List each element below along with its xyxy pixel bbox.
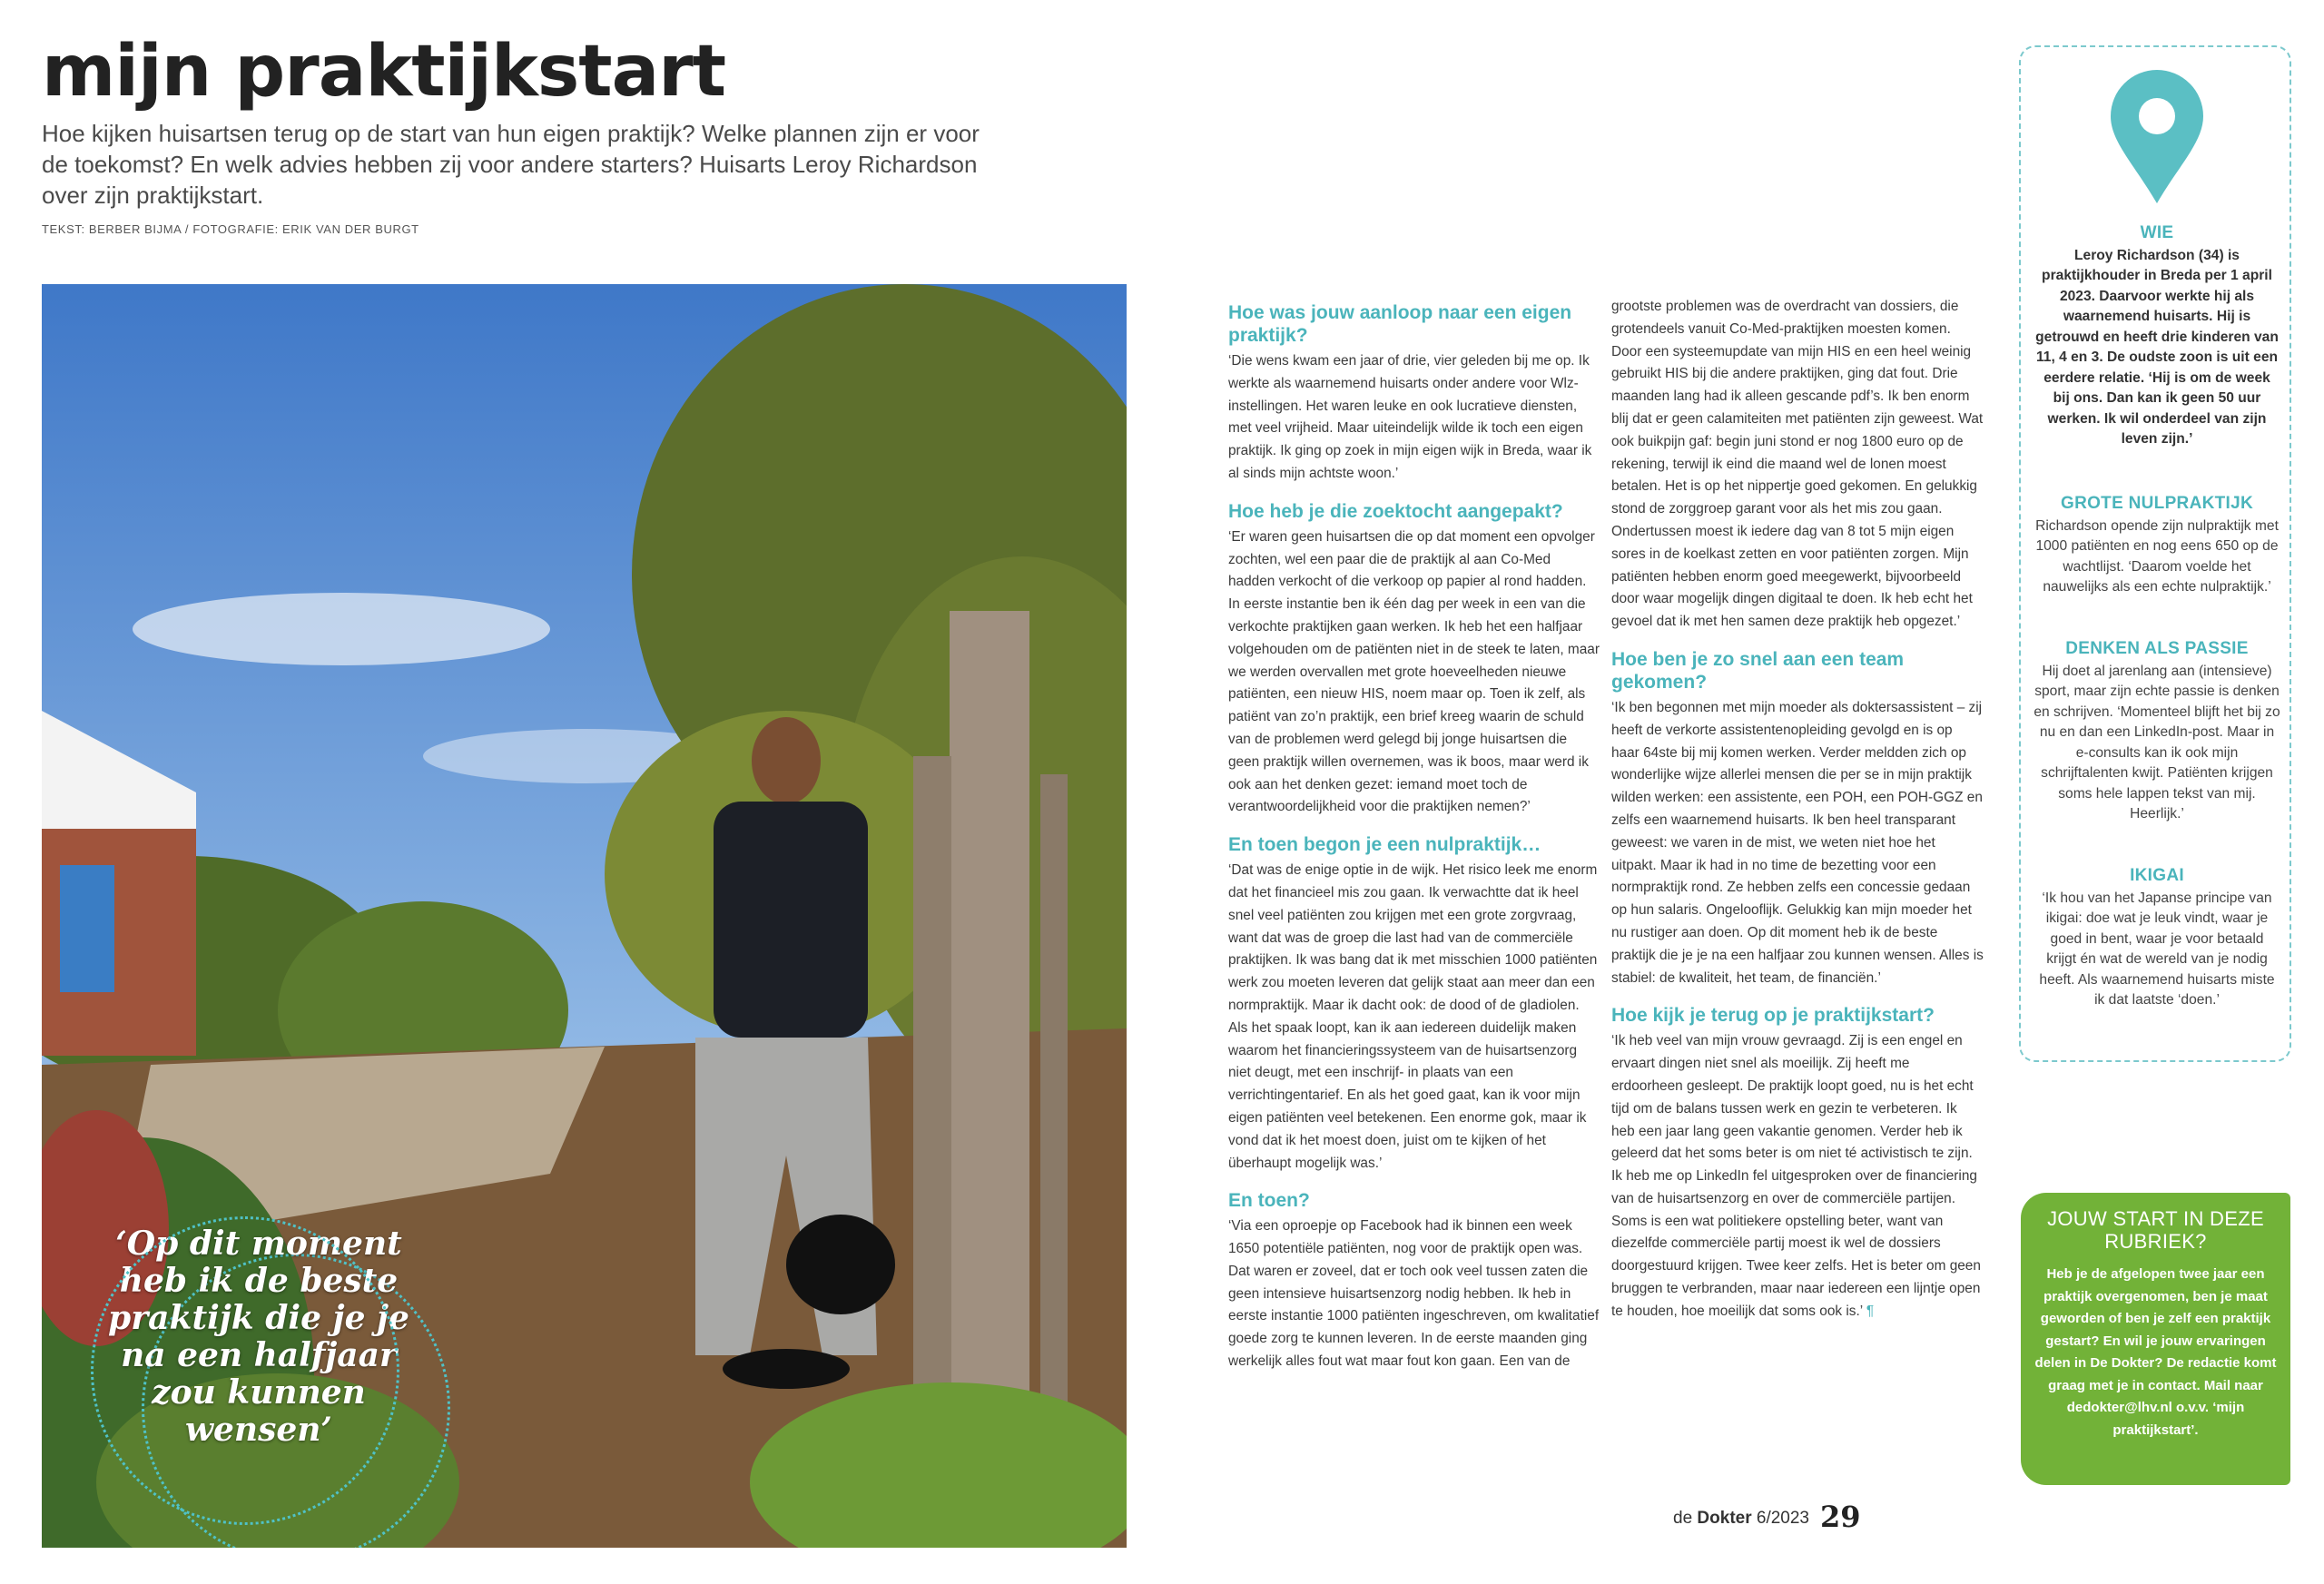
answer-paragraph: ‘Via een oproepje op Facebook had ik binnen een week 1650 potentiële patiënten, nog voor de praktijk open was. Dat waren er zoveel, dat er toch ook veel tussen zaten die geen intensieve huisartsenzorg nodig hebben. Ik heb in eerste instantie 1000 patiënten ingeschreven, om kwalitatief goede zorg te kunnen leveren. In de eerste maanden ging werkelijk alles fout wat maar fout kon gaan. Een van de (1228, 1218, 1600, 1370)
page-title: mijn praktijkstart (42, 31, 725, 113)
sidebar-heading: IKIGAI (2130, 866, 2184, 885)
cta-heading: JOUW START IN DEZE RUBRIEK? (2047, 1207, 2264, 1253)
answer-paragraph: ‘Er waren geen huisartsen die op dat moment een opvolger zochten, wel een paar die de praktijk al aan Co-Med hadden verkocht of die verkoop op papier al rond hadden. In eerste instantie ben ik één dag per week in een van die verkochte praktijken gaan werken. Ik heb het een halfjaar volgehouden om de patiënten niet in de steek te laten, maar we werden overvallen met grote hoeveelheden nieuwe patiënten, een nieuw HIS, noem maar op. Toen ik zelf, als patiënt van zo’n praktijk, een brief kreeg waarin de schuld van de problemen werd gelegd bij jonge huisartsen die geen praktijk willen overnemen, was ik boos, maar werd ik ook aan het denken gezet: iemand moet toch de verantwoordelijkheid voor die praktijken nemen?’ (1228, 528, 1600, 815)
sidebar-denken (2034, 639, 2280, 825)
article-column-1 (1228, 296, 1600, 1388)
footer-magazine: Dokter (1697, 1509, 1752, 1528)
sidebar-text: Hij doet al jarenlang aan (intensieve) sport, maar zijn echte passie is denken en schrijven. ‘Momenteel blijft het bij zo nu en dan een LinkedIn-post. Maar in e-consults kan ik ook mijn schrijftalenten kwijt. Patiënten krijgen soms hele lappen tekst van mij. Heerlijk.’ (2034, 663, 2280, 822)
question-heading: Hoe ben je zo snel aan een team gekomen? (1611, 648, 1905, 693)
footer-prefix: de (1673, 1509, 1693, 1528)
sidebar-ikigai (2034, 866, 2280, 1011)
question-heading: En toen begon je een nulpraktijk… (1228, 834, 1541, 856)
page-number: 29 (1820, 1500, 1861, 1534)
intro-text: Hoe kijken huisartsen terug op de start van hun eigen praktijk? Welke plannen zijn er voor de toekomst? En welk advies hebben zij voor andere starters? Huisarts Leroy Richardson over zijn praktijkstart. (42, 120, 980, 209)
question-heading: Hoe was jouw aanloop naar een eigen praktijk? (1228, 302, 1572, 346)
sidebar-text: Leroy Richardson (34) is praktijkhouder in Breda per 1 april 2023. Daarvoor werkte hij als waarnemend huisarts. Hij is getrouwd en heeft drie kinderen van 11, 4 en 3. De oudste zoon is uit een eerdere relatie. ‘Hij is om de week bij ons. Dan kan ik geen 50 uur werken. Ik wil onderdeel van zijn leven zijn.’ (2035, 247, 2279, 447)
sidebar-heading: GROTE NULPRAKTIJK (2061, 494, 2253, 513)
question-heading: Hoe heb je die zoektocht aangepakt? (1228, 500, 1563, 522)
sidebar-text: Richardson opende zijn nulpraktijk met 1000 patiënten en nog eens 650 op de wachtlijst. ‘Daarom voelde het nauwelijks als een echte nulpraktijk.’ (2035, 517, 2279, 595)
pull-quote-text: ‘Op dit moment heb ik de beste praktijk die je je na een halfjaar zou kunnen wensen’ (108, 1225, 409, 1449)
sidebar-nulpraktijk (2034, 494, 2280, 598)
question-heading: En toen? (1228, 1190, 1310, 1212)
question-heading: Hoe kijk je terug op je praktijkstart? (1611, 1005, 1935, 1027)
sidebar-heading: DENKEN ALS PASSIE (2065, 639, 2249, 658)
cta-text: Heb je de afgelopen twee jaar een praktijk overgenomen, ben je maat geworden of ben je zelf een praktijk gestart? En wil je jouw ervaringen delen in De Dokter? De redactie komt graag met je in contact. Mail naar dedokter@lhv.nl o.v.v. ‘mijn praktijkstart’. (2034, 1266, 2277, 1438)
location-pin-icon (2107, 69, 2207, 205)
sidebar-text: ‘Ik hou van het Japanse principe van ikigai: doe wat je leuk vindt, waar je goed in bent, waar je voor betaald krijgt én wat de wereld van je nodig heeft. Als waarnemend huisarts miste ik dat laatste ‘doen.’ (2039, 890, 2275, 1008)
answer-paragraph (1611, 1030, 1984, 1323)
footer-issue: 6/2023 (1756, 1509, 1810, 1528)
pull-quote-circle (91, 1216, 399, 1525)
sidebar-wie (2034, 223, 2280, 450)
answer-text: ‘Ik heb veel van mijn vrouw gevraagd. Zij is een engel en ervaart dingen niet snel als moeilijk. Zij heeft me erdoorheen gesleept. De praktijk loopt goed, nu is het echt tijd om de balans tussen werk en gezin te verbeteren. Ik heb een jaar lang geen vakantie genomen. Verder heb ik geleerd dat het soms beter is om niet té activistisch te zijn. Ik heb me op LinkedIn fel uitgesproken over de financiering van de huisartsenzorg en over de commerciële partijen. Soms is een wat politiekere opstelling beter, want van diezelfde commerciële partij moest ik wel de dossiers doorgestuurd krijgen. Twee keer zelfs. Het is beter om geen bruggen te verbranden, maar naar iedereen een lijntje open te houden, hoe moeilijk dat soms ook is.’ (1611, 1033, 1981, 1319)
call-to-action-box (2021, 1193, 2290, 1485)
info-sidebar (2019, 45, 2291, 1062)
sidebar-heading: WIE (2140, 223, 2174, 242)
answer-paragraph: grootste problemen was de overdracht van dossiers, die grotendeels vanuit Co-Med-praktijken moesten komen. Door een systeemupdate van mijn HIS en een heel weinig gebruikt HIS bij die andere praktijken, ging dat fout. Drie maanden lang had ik alleen gescande pdf’s. Ik ben enorm blij dat er geen calamiteiten met patiënten zijn geweest. Wat ook buikpijn gaf: begin juni stond er nog 1800 euro op de rekening, terwijl ik eind die maand wel de lonen moest betalen. Het is op het nippertje goed gekomen. En gelukkig stond de zorggroep garant voor als het mis zou gaan. Ondertussen moest ik iedere dag van 8 tot 5 mijn eigen sores in de koelkast zetten en voor patiënten zorgen. Mijn patiënten hebben enorm goed meegewerkt, bijvoorbeeld door waar mogelijk dingen digitaal te doen. Ik heb echt het gevoel dat ik met hen samen deze praktijk heb opgezet.’ (1611, 299, 1984, 630)
magazine-footer (1673, 1509, 1809, 1529)
article-column-2 (1611, 296, 1984, 1338)
answer-paragraph: ‘Ik ben begonnen met mijn moeder als doktersassistent – zij heeft de verkorte assistentenopleiding gevolgd en is op haar 64ste bij mij komen werken. Verder meldden zich op wonderlijke wijze allerlei mensen die per se in mijn praktijk wilden werken: een assistente, een POH, een POH-GGZ en zelfs een waarnemend huisarts. Ik ben heel transparant geweest: we varen in de mist, we weten niet hoe het uitpakt. Maar ik had in no time de bezetting voor een normpraktijk rond. Ze hebben zelfs een concessie gedaan op hun salaris. Ongelooflijk. Gelukkig kan mijn moeder het nu rustiger aan doen. Op dit moment heb ik de beste praktijk die je je na een halfjaar zou kunnen wensen. Alles is stabiel: de kwaliteit, het team, de financiën.’ (1611, 699, 1984, 986)
answer-paragraph: ‘Dat was de enige optie in de wijk. Het risico leek me enorm dat het financieel mis zou gaan. Ik verwachtte dat ik heel snel veel patiënten zou krijgen met een grote zorgvraag, want dat was de groep die last had van de commerciële praktijken. Ik was bang dat ik met misschien 1000 patiënten werk zou moeten leveren dat gelijk staat aan meer dan een normpraktijk. Maar ik dacht ook: de dood of de gladiolen. Als het spaak loopt, kan ik aan iedereen duidelijk maken waarom het financieringssysteem van de huisartsenzorg niet deugt, met een inschrijf- in plaats van een verrichtingentarief. En als het goed gaat, kan ik voor mijn eigen patiënten veel betekenen. Een enorme gok, maar ik vond dat ik het moest doen, juist om te kijken of het überhaupt mogelijk was.’ (1228, 862, 1598, 1171)
end-mark: ¶ (1866, 1303, 1875, 1319)
answer-paragraph: ‘Die wens kwam een jaar of drie, vier geleden bij me op. Ik werkte als waarnemend huisarts onder andere voor Wlz-instellingen. Het waren leuke en ook lucratieve diensten, met veel vrijheid. Maar uiteindelijk wilde ik toch een eigen praktijk. Ik ging op zoek in mijn eigen wijk in Breda, waar ik al sinds mijn achtste woon.’ (1228, 353, 1592, 481)
credits: TEKST: BERBER BIJMA / FOTOGRAFIE: ERIK VAN DER BURGT (42, 222, 419, 236)
